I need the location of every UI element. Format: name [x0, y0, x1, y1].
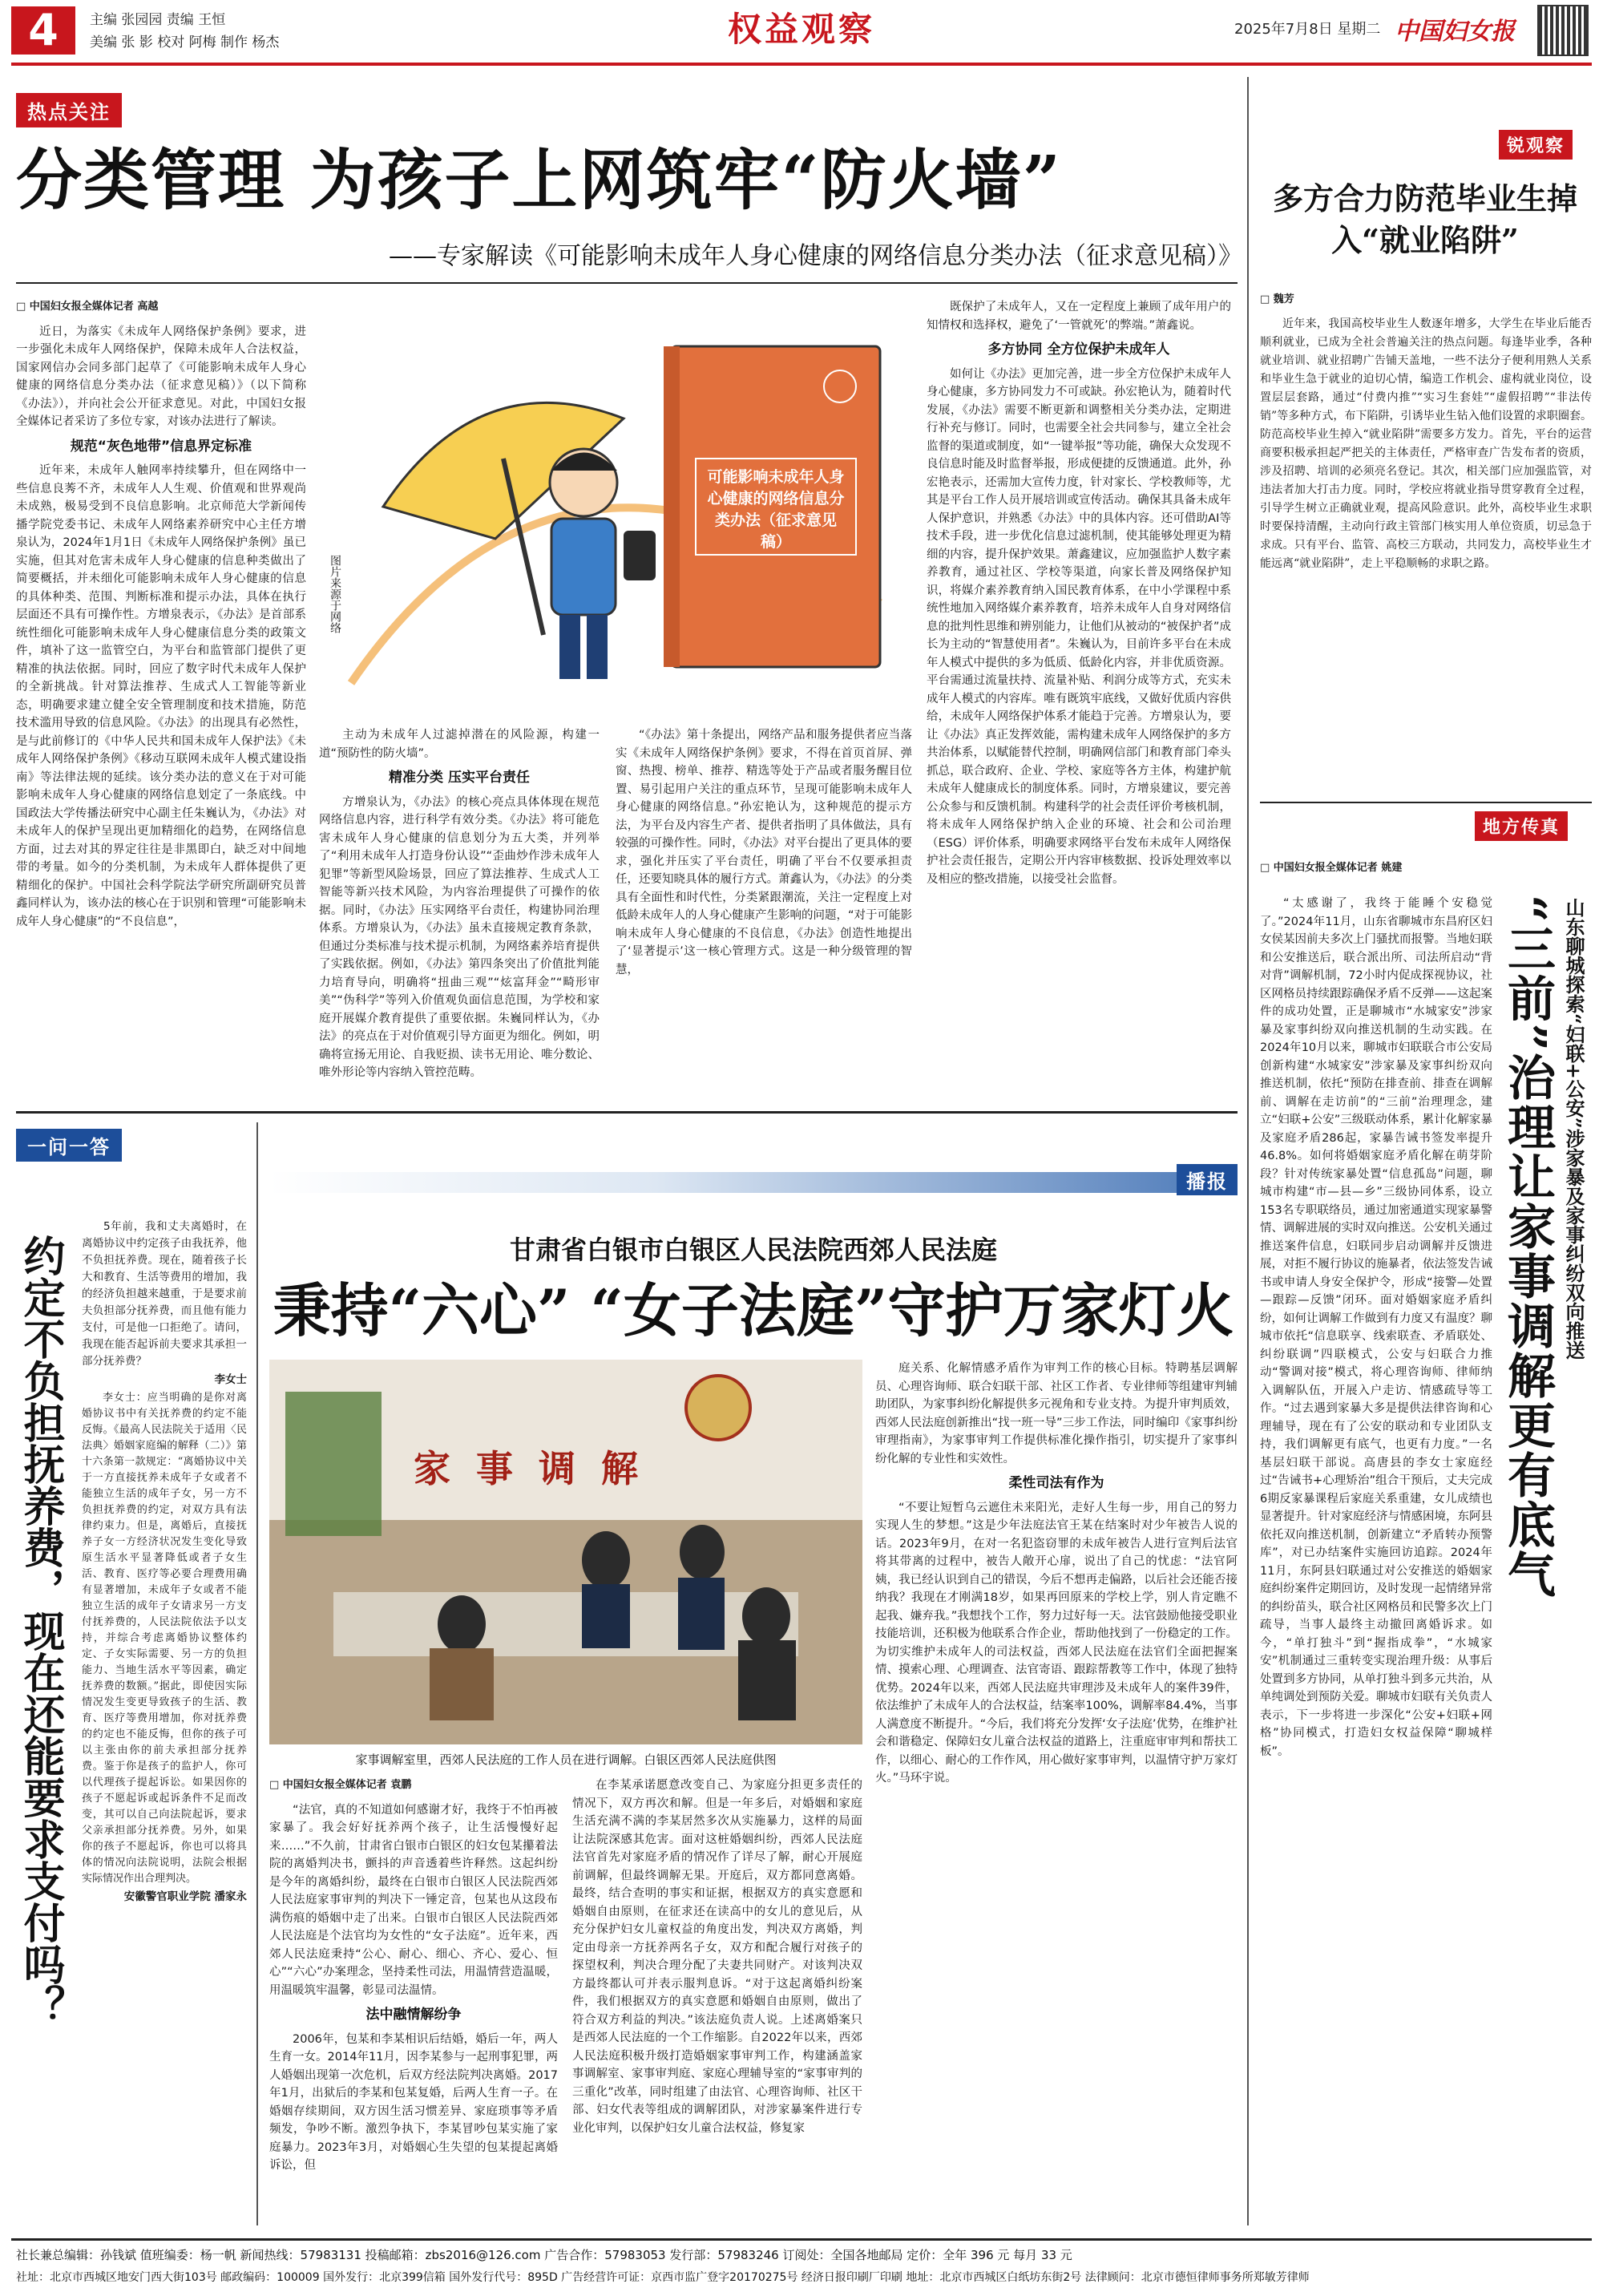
image-source-caption: 图片来源于网络 [329, 555, 341, 633]
broadcast-col1-body: “法官，真的不知道如何感谢才好，我终于不怕再被家暴了。我会好好抚养两个孩子，让生活慢慢好起来……”不久前，甘肃省白银市白银区的妇女包某攥着法院的离婚判决书，颤抖的声音透着些许释然。这起纠纷是今年的离婚纠纷，最终在白银市白银区人民法院西郊人民法庭家事审判的判决下一锤定音，包某也从这段布满伤痕的婚姻中走了出来。白银市白银区人民法院西郊人民法庭是个法官均为女性的“女子法庭”。近年来，西郊人民法庭秉持“公心、耐心、细心、齐心、爱心、恒心”“六心”办案理念，坚持柔性司法，用温情营造温暖，用温暖筑牢温馨，彰显司法温情。 [269, 1803, 558, 1997]
mediation-room-sign: 家 事 调 解 [414, 1447, 645, 1490]
qa-tag: 一问一答 [16, 1129, 122, 1162]
sidebar-headline: 多方合力防范毕业生掉入“就业陷阱” [1272, 180, 1577, 258]
main-byline: □ 中国妇女报全媒体记者 高越 [16, 301, 159, 313]
local-news-byline: □ 中国妇女报全媒体记者 姚建 [1260, 862, 1403, 874]
broadcast-tag: 播报 [1177, 1164, 1238, 1195]
broadcast-tag-bar [269, 1172, 1238, 1193]
main-lead: 近日，为落实《未成年人网络保护条例》要求，进一步强化未成年人网络保护，保障未成年人合法权益，国家网信办会同多部门起草了《可能影响未成年人身心健康的网络信息分类办法（征求意见稿）》（以下简称《办法》），并向社会公开征求意见。对此，中国妇女报全媒体记者采访了多位专家，对该办法进行了解读。 [16, 325, 306, 428]
qa-column [82, 1219, 247, 2222]
footer-line-1: 社长兼总编辑：孙钱斌 值班编委：杨一帆 新闻热线：57983131 投稿邮箱：zbs2016@126.com 广告合作：57983053 发行部：57983246 订阅处：全国各地邮局 定价：全年 396 元 每月 33 元 [16, 2248, 1072, 2262]
photo-caption: 家事调解室里，西郊人民法庭的工作人员在进行调解。白银区西郊人民法庭供图 [355, 1752, 777, 1767]
main-headline: 分类管理 为孩子上网筑牢“防火墙” [16, 142, 1062, 219]
local-news-text: “太感谢了，我终于能睡个安稳觉了。”2024年11月，山东省聊城市东昌府区妇女侯某因前夫多次上门骚扰而报警。当地妇联和公安推送后，联合派出所、司法所启动“背对背”调解机制，72小时内促成探视协议，社区网格员持续跟踪确保矛盾不反弹——这起案件的成功处置，正是聊城市“水城家安”涉家暴及家事纠纷双向推送机制的生动实践。在2024年10月以来，聊城市妇联联合市公安局创新构建“水城家安”涉家暴及家事纠纷双向推送机制，依托“预防在排查前、排查在调解前、调解在走访前”的“三前”治理理念，建立“妇联+公安”三级联动体系，累计化解家暴及家庭矛盾286起，家暴告诫书签发率提升46.8%。如何将婚姻家庭矛盾化解在萌芽阶段？针对传统家暴处置“信息孤岛”问题，聊城市构建“市—县—乡”三级协同体系，设立153名专职联络员，通过加密通道实现家暴警情、调解进展的实时双向推送。公安机关通过推送案件信息，妇联同步启动调解并反馈进展，对拒不履行协议的施暴者，依法签发告诫书或申请人身安全保护令，形成“接警—处置—跟踪—反馈”闭环。面对婚姻家庭矛盾纠纷，如何让调解工作做到有力度又有温度？聊城市依托“信息联享、线索联查、矛盾联处、纠纷联调”四联模式，公安与妇联合力推动“警调对接”模式，将心理咨询师、律师纳入调解队伍，开展入户走访、情感疏导等工作。“过去遇到家暴大多是提供法律咨询和心理辅导，现在有了公安的联动和专业团队支持，我们调解更有底气，也更有力度。”一名基层妇联干部说。高唐县的李女士家庭经过“告诫书+心理矫治”组合干预后，丈夫完成6期反家暴课程后家庭关系重建，女儿成绩也显著提升。针对家庭经济与情感困境，东阿县依托双向推送机制，创新建立“矛盾转办预警库”，对已办结案件实施回访追踪。2024年11月，东阿县妇联通过对公安推送的婚姻家庭纠纷案件定期回访，及时发现一起情绪异常的纠纷苗头，联合社区网格员和民警多次上门疏导，当事人最终主动撤回离婚诉求。如今，“单打独斗”到“握指成拳”，“水城家安”机制通过三重转变实现治理升级：从事后处置到多方协同，从单打独斗到多元共治，从单纯调处到预防关爱。聊城市妇联有关负责人表示，下一步将进一步深化“公安+妇联+网格”协同模式，打造妇女权益保障“聊城样板”。 [1260, 897, 1492, 1758]
sidebar-tag: 锐观察 [1499, 130, 1573, 160]
header-divider [11, 63, 1592, 66]
main-title-divider [16, 282, 1238, 284]
sidebar-article [1260, 290, 1592, 787]
section-title: 权益观察 [727, 10, 875, 49]
lower-section-divider [16, 1111, 1238, 1114]
qa-answer: 李女士：应当明确的是你对离婚协议书中有关抚养费的约定不能反悔。《最高人民法院关于适用〈民法典〉婚姻家庭编的解释（二）》第十六条第一款规定：“离婚协议中关于一方直接抚养未成年子女或者不能独立生活的成年子女，另一方不负担抚养费的约定，对双方具有法律约束力。但是，离婚后，直接抚养子女一方经济状况发生变化导致原生活水平显著降低或者子女生活、教育、医疗等必要合理费用确有显著增加，未成年子女或者不能独立生活的成年子女请求另一方支付抚养费的，人民法院依法予以支持，并综合考虑离婚协议整体约定、子女实际需要、另一方的负担能力、当地生活水平等因素，确定抚养费的数额。”据此，即使因实际情况发生变更导致孩子的生活、教育、医疗等费用增加，你对抚养费的约定也不能反悔，但你的孩子可以主张由你的前夫承担部分抚养费。鉴于你是孩子的监护人，你可以代理孩子提起诉讼。如果因你的孩子不愿起诉或起诉条件不足而改变，其可以自己向法院起诉，要求父亲承担部分抚养费。另外，如果你的孩子不愿起诉，你也可以将具体的情况向法院说明，法院会根据实际情况作出合理判决。 [82, 1392, 247, 1885]
broadcast-col2-body: 在李某承诺愿意改变自己、为家庭分担更多责任的情况下，双方再次和解。但是一年多后，对婚姻和家庭生活充满不满的李某居然多次从实施暴力，这样的局面让法院深感其危害。面对这桩婚姻纠纷，西郊人民法庭法官首先对家庭矛盾的情况作了详尽了解，耐心开展庭前调解，但最终调解无果。开庭后，双方都同意离婚。最终，结合查明的事实和证据，根据双方的真实意愿和婚姻自由原则，在征求还在读高中的女儿的意见后，从充分保护妇女儿童权益的角度出发，判决双方离婚，判定由母亲一方抚养两名子女，双方和配合履行对孩子的探望权利，判决合理分配了夫妻共同财产。对该判决双方最终都认可并表示服判息诉。“对于这起离婚纠纷案件，我们根据双方的真实意愿和婚姻自由原则，做出了符合双方利益的判决。”该法庭负责人说。上述离婚案只是西郊人民法庭的一个工作缩影。自2022年以来，西郊人民法庭积极升级打造婚姻家事审判工作，构建涵盖家事调解室、家事审判庭、家庭心理辅导室的“家事审判的三重化”改革，同时组建了由法官、心理咨询师、社区干部、妇女代表等组成的调解团队，对涉家暴案件进行专业化审判，以保护妇女儿童合法权益，修复家 [572, 1779, 862, 2135]
local-news-headline: “三前”治理让家事调解更有底气 [1500, 895, 1556, 1600]
editor-credits-line1: 主编 张园园 责编 王恒 [90, 12, 226, 28]
main-col1-body: 近年来，未成年人触网率持续攀升，但在网络中一些信息良莠不齐，未成年人人生观、价值观和世界观尚未成熟，极易受到不良信息影响。北京师范大学新闻传播学院党委书记、未成年人网络素养研究中心主任方增泉认为，2024年1月1日《未成年人网络保护条例》虽已实施，但其对危害未成年人身心健康的信息种类做出了简要概括，并未细化可能影响未成年人身心健康的信息的具体种类、范围、判断标准和提示办法，具体在执行层面还不具有可操作性。方增泉表示，《办法》是首部系统性细化可能影响未成年人身心健康信息分类的政策文件，填补了这一监管空白，为平台和监管部门提供了更精准的执法依据。同时，回应了数字时代未成年人保护的全新挑战。针对算法推荐、生成式人工智能等新业态，明确要求建立健全安全管理制度和技术措施，防范技术滥用导致的信息风险。《办法》的出现具有必然性，是与此前修订的《中华人民共和国未成年人保护法》《未成年人网络保护条例》《移动互联网未成年人模式建设指南》等法律法规的延续。该分类办法的意义在于对可能影响未成年人身心健康的网络信息划定了一条底线。中国政法大学传播法研究中心副主任朱巍认为，《办法》对未成年人的保护呈现出更加精细化的趋势，在网络信息方面，过去对其的界定往往是非黑即白，缺乏对中间地带的考量。如今的分类机制，为未成年人群体提供了更精细化的保护。中国社会科学院法学研究所副研究员普鑫同样认为，该办法的核心在于识别和管理“可能影响未成年人身心健康”的“不良信息”， [16, 464, 306, 928]
main-col4-lead: 既保护了未成年人，又在一定程度上兼顾了成年用户的知情权和选择权，避免了‘一管就死’的弊端。”萧鑫说。 [927, 301, 1231, 332]
local-news-body [1260, 895, 1492, 2227]
main-subhead-1: 规范“灰色地带”信息界定标准 [70, 438, 252, 455]
masthead-logo: 中国妇女报 [1395, 18, 1515, 46]
sidebar-body: 近年来，我国高校毕业生人数逐年增多，大学生在毕业后能否顺利就业，已成为全社会普遍关注的热点问题。每逢毕业季，各种就业培训、就业招聘广告铺天盖地，一些不法分子便利用熟人关系和毕业生急于就业的迫切心情，编造工作机会、虚构就业岗位，设置层层套路，通过“付费内推”“实习生套娃”“虚假招聘”“非法传销”等多种方式，布下陷阱，引诱毕业生钻入他们设置的求职圈套。防范高校毕业生掉入“就业陷阱”需要多方发力。首先，平台的运营商要积极承担起严把关的主体责任，严格审查广告发布者的资质，涉及招聘、培训的必须亮名登记。其次，相关部门应加强监管，对违法者加大打击力度。同时，学校应将就业指导贯穿教育全过程，引导学生树立正确就业观，提高风险意识。此外，高校毕业生求职时要保持清醒，主动向行政主管部门核实用人单位资质，切忌急于求成。只有平台、监管、高校三方联动，共同发力，高校毕业生才能远离“就业陷阱”，走上平稳顺畅的求职之路。 [1260, 317, 1592, 570]
page-header [0, 0, 1603, 61]
qa-headline: 约定不负担抚养费，现在还能要求支付吗？ [16, 1235, 65, 2027]
qa-asker: 李女士 [214, 1373, 247, 1386]
main-col-3 [616, 726, 912, 1100]
broadcast-subhead-1: 法中融情解纷争 [365, 2007, 462, 2023]
local-news-subtitle: 山东聊城探索“妇联+公安”涉家暴及家事纠纷双向推送 [1562, 898, 1585, 1360]
mediation-room-photo [269, 1360, 862, 1744]
broadcast-col-3 [875, 1360, 1238, 2225]
hot-topic-tag: 热点关注 [16, 93, 122, 127]
main-illustration [319, 298, 912, 715]
broadcast-kicker: 甘肃省白银市白银区人民法院西郊人民法庭 [509, 1235, 997, 1265]
footer-divider [11, 2238, 1592, 2241]
local-news-divider [1260, 802, 1592, 803]
qr-code [1537, 5, 1589, 56]
broadcast-subhead-2: 柔性司法有作为 [1008, 1475, 1104, 1491]
broadcast-headline: 秉持“六心” “女子法庭”守护万家灯火 [273, 1276, 1234, 1344]
qa-answerer: 安徽警官职业学院 潘家永 [123, 1890, 247, 1903]
footer-line-2: 社址：北京市西城区地安门西大街103号 邮政编码：100009 国外发行：北京399信箱 国外发行代号：895D 广告经营许可证：京西市监广登字20170275号 经济日报印刷厂印刷 地址：北京市西城区白纸坊东街2号 法律顾问：北京市德恒律师事务所郑敏芳律师 [16, 2271, 1310, 2284]
broadcast-col1-body-b: 2006年，包某和李某相识后结婚，婚后一年，两人生育一女。2014年11月，因李某参与一起刑事犯罪，两人婚姻出现第一次危机，后双方经法院判决离婚。2017年1月，出狱后的李某和包某复婚，后两人生育一子。在婚姻存续期间，双方因生活习惯差异、家庭琐事等矛盾频发，争吵不断。激烈争执下，李某冒吵包某实施了家庭暴力。2023年3月，对婚姻心生失望的包某提起离婚诉讼，但 [269, 2032, 558, 2172]
right-column-divider [1247, 77, 1249, 2225]
qa-divider [256, 1122, 258, 2225]
main-col-2 [319, 726, 600, 1100]
main-subheadline: ——专家解读《可能影响未成年人身心健康的网络信息分类办法（征求意见稿）》 [389, 242, 1242, 270]
broadcast-col-1 [269, 1777, 558, 2225]
broadcast-byline: □ 中国妇女报全媒体记者 袁鹏 [269, 1779, 412, 1791]
local-news-byline-wrap [1260, 859, 1592, 883]
page-number: 4 [11, 6, 75, 55]
issue-date: 2025年7月8日 星期二 [1234, 21, 1381, 38]
main-col2-lead: 主动为未成年人过滤掉潜在的风险源，构建一道“预防性的防火墙”。 [319, 729, 600, 760]
broadcast-col3-body-b: “不要让短暂乌云遮住未来阳光，走好人生每一步，用自己的努力实现人生的梦想。”这是少年法庭法官王某在结案时对少年被告人说的话。2023年9月，在对一名犯盗窃罪的未成年被告人进行宣判后法官将其带离的过程中，被告人敞开心扉，说出了自己的忧虑：“法官阿姨，我已经认识到自己的错误，今后不想再走偏路，以后社会还能否接纳我？我现在才刚满18岁，如果再回原来的学校上学，别人肯定瞧不起我、嫌弃我。”我想找个工作，努力过好每一天。法官鼓励他接受职业技能培训，还积极为他联系合作企业，帮助他找到了一份稳定的工作。为切实维护未成年人的司法权益，西郊人民法庭在法官们全面把握案情、摸索心理、心理调查、法官寄语、跟踪帮教等工作中，体现了独特优势。2024年以来，西郊人民法庭共审理涉及未成年人的案件39件，依法维护了未成年人的合法权益，结案率100%，调解率84.4%，当事人满意度不断提升。“今后，我们将充分发挥‘女子法庭’优势，在维护社会和谐稳定、保障妇女儿童合法权益的道路上，注重庭审审判和帮扶工作，以细心、耐心的工作作风，用心做好家事审判，以温情守护万家灯火。”马环宇说。 [875, 1501, 1238, 1785]
main-col-4 [927, 298, 1231, 1100]
sidebar-byline: □ 魏芳 [1260, 293, 1294, 305]
main-col-1 [16, 298, 306, 1100]
local-news-tag: 地方传真 [1475, 811, 1568, 841]
broadcast-col-2 [572, 1777, 862, 2225]
court-photo [269, 1360, 862, 1744]
main-col2-body: 方增泉认为，《办法》的核心亮点具体体现在规范网络信息内容，进行科学有效分类。《办法》将可能危害未成年人身心健康的信息划分为五大类，并列举了“利用未成年人打造身份认设”“歪曲炒作涉未成年人犯罪”等新型风险场景，回应了算法推荐、生成式人工智能等新兴技术风险，为内容治理提供了可操作的依据。同时，《办法》压实网络平台责任，构建协同治理体系。方增泉认为，《办法》虽未直接规定教育条款，但通过分类标准与技术提示机制，为网络素养培育提供了实践依据。例如，《办法》第四条突出了价值批判能力培育导向，明确将“扭曲三观”“炫富拜金”“畸形审美”“伪科学”等列入价值观负面信息范围，为学校和家庭开展媒介教育提供了重要依据。朱巍同样认为，《办法》的亮点在于对价值观引导方面更为细化。例如，明确将宣扬无用论、自我贬损、读书无用论、唯分数论、唯外形论等内容纳入管控范畴。 [319, 795, 600, 1079]
editor-credits-line2: 美编 张 影 校对 阿梅 制作 杨杰 [90, 34, 280, 51]
book-title: 可能影响未成年人身心健康的网络信息分类办法（征求意见稿） [707, 468, 845, 551]
qa-question: 5年前，我和丈夫离婚时，在离婚协议中约定孩子由我抚养，他不负担抚养费。现在，随着孩子长大和教育、生活等费用的增加，我的经济负担越来越重，于是要求前夫负担部分抚养费，而且他有能力支付，可是他一口拒绝了。请问，我现在能否起诉前夫要求其承担一部分抚养费？ [82, 1220, 247, 1368]
main-col4-body: 如何让《办法》更加完善，进一步全方位保护未成年人身心健康，多方协同发力不可或缺。孙宏艳认为，随着时代发展，《办法》需要不断更新和调整相关分类办法，定期进行补充与修订。同时，也需要全社会共同参与，建立全社会监督的渠道或制度，如“一键举报”等功能，确保大众发现不良信息时能及时监督举报，形成便捷的反馈通道。此外，孙宏艳表示，还需加大宣传力度，针对家长、学校教师等，尤其是平台工作人员开展培训或宣传活动。确保其具备未成年人保护意识，并熟悉《办法》中的具体内容。还可借助AI等技术手段，进一步优化信息过滤机制，使其能够处理更为精细的内容，提升保护效果。萧鑫建议，应加强监护人数字素养教育，通过社区、学校等渠道，向家长普及网络保护知识，将媒介素养教育纳入国民教育体系，在中小学课程中系统性地加入网络媒介素养教育，培养未成年人自身对网络信息的批判性思维和辨别能力，让他们从被动的“被保护者”成长为主动的“智慧使用者”。朱巍认为，目前许多平台在未成年人模式中提供的多为低质、低龄化内容，并非优质资源。平台需通过流量扶持、流量补贴、利润分成等方式，充实未成年人模式的内容库。唯有既筑牢底线，又做好优质内容供给，未成年人网络保护体系才能趋于完善。方增泉认为，要让《办法》真正发挥效能，需构建未成年人网络保护的多方共治体系，以赋能替代控制，明确网信部门和教育部门牵头抓总，联合政府、企业、学校、家庭等各方主体，构建护航未成年人健康成长的制度体系。同时，方增泉建议，要完善公众参与和反馈机制。构建科学的社会责任评价考核机制，将未成年人网络保护纳入企业的环境、社会和公司治理（ESG）评价体系，明确要求网络平台发布未成年人网络保护社会责任报告，定期公开内容审核数据、投诉处理效率以及相应的整改措施，以接受社会监督。 [927, 367, 1231, 886]
main-subhead-2: 精准分类 压实平台责任 [389, 770, 530, 786]
main-subhead-3: 多方协同 全方位保护未成年人 [987, 342, 1170, 358]
main-col3-body: “《办法》第十条提出，网络产品和服务提供者应当落实《未成年人网络保护条例》要求，不得在首页首屏、弹窗、热搜、榜单、推荐、精选等处于产品或者服务醒目位置、易引起用户关注的重点环节，呈现可能影响未成年人身心健康的网络信息。”孙宏艳认为，这种规范的提示方法，为平台及内容生产者、提供者指明了具体做法，具有较强的可操作性。同时，《办法》对平台提出了更具体的要求，强化并压实了平台责任，明确了平台不仅要承担责任，还要知晓具体的履行方式。萧鑫认为，《办法》的分类具有全面性和时代性，分类紧跟潮流，关注一定程度上对低龄未成年人的人身心健康产生影响的问题，“对于可能影响未成年人身心健康的不良信息，《办法》创造性地提出了‘显著提示’这一核心管理方式。这是一种分级管理的智慧， [616, 729, 912, 976]
broadcast-col3-body: 庭关系、化解情感矛盾作为审判工作的核心目标。特聘基层调解员、心理咨询师、联合妇联干部、社区工作者、专业律师等组建审判辅助团队，为家事纠纷化解提供多元视角和专业支持。为提升审判质效，西郊人民法庭创新推出“找一班一导”三步工作法，同时编印《家事纠纷审理指南》，为家事审判工作提供标准化操作指引，切实提升了家事纠纷化解的专业性和实效性。 [875, 1362, 1238, 1465]
